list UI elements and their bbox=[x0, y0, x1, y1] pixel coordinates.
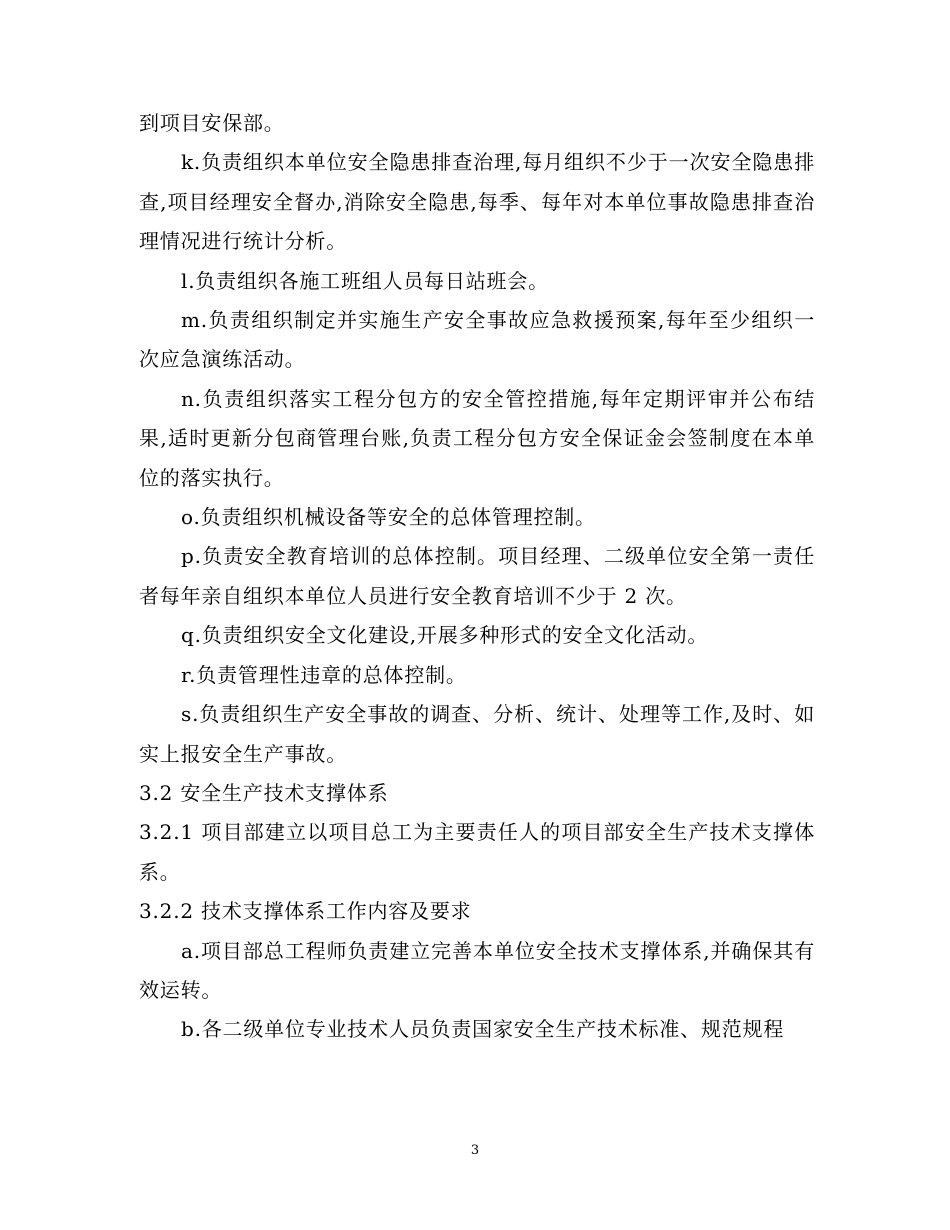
document-body bbox=[139, 104, 815, 1050]
paragraph: q.负责组织安全文化建设,开展多种形式的安全文化活动。 bbox=[181, 623, 709, 648]
paragraph: s.负责组织生产安全事故的调查、分析、统计、处理等工作,及时、如实上报安全生产事故。 bbox=[139, 702, 815, 766]
paragraph: 3.2.1 项目部建立以项目总工为主要责任人的项目部安全生产技术支撑体系。 bbox=[139, 820, 815, 884]
paragraph: n.负责组织落实工程分包方的安全管控措施,每年定期评审并公布结果,适时更新分包商管理台账,负责工程分包方安全保证金会签制度在本单位的落实执行。 bbox=[139, 386, 815, 490]
paragraph: k.负责组织本单位安全隐患排查治理,每月组织不少于一次安全隐患排查,项目经理安全督办,消除安全隐患,每季、每年对本单位事故隐患排查治理情况进行统计分析。 bbox=[139, 150, 815, 254]
paragraph: 3.2 安全生产技术支撑体系 bbox=[139, 780, 389, 805]
paragraph: b.各二级单位专业技术人员负责国家安全生产技术标准、规范规程 bbox=[181, 1017, 785, 1042]
paragraph: a.项目部总工程师负责建立完善本单位安全技术支撑体系,并确保其有效运转。 bbox=[139, 938, 815, 1002]
paragraph: 3.2.2 技术支撑体系工作内容及要求 bbox=[139, 899, 472, 924]
paragraph: m.负责组织制定并实施生产安全事故应急救援预案,每年至少组织一次应急演练活动。 bbox=[139, 308, 815, 372]
paragraph: r.负责管理性违章的总体控制。 bbox=[181, 662, 467, 687]
paragraph: l.负责组织各施工班组人员每日站班会。 bbox=[181, 268, 549, 293]
paragraph: p.负责安全教育培训的总体控制。项目经理、二级单位安全第一责任者每年亲自组织本单位人员进行安全教育培训不少于 2 次。 bbox=[139, 544, 815, 608]
page-number: 3 bbox=[470, 1143, 480, 1158]
paragraph: o.负责组织机械设备等安全的总体管理控制。 bbox=[181, 505, 596, 530]
paragraph: 到项目安保部。 bbox=[139, 111, 285, 135]
